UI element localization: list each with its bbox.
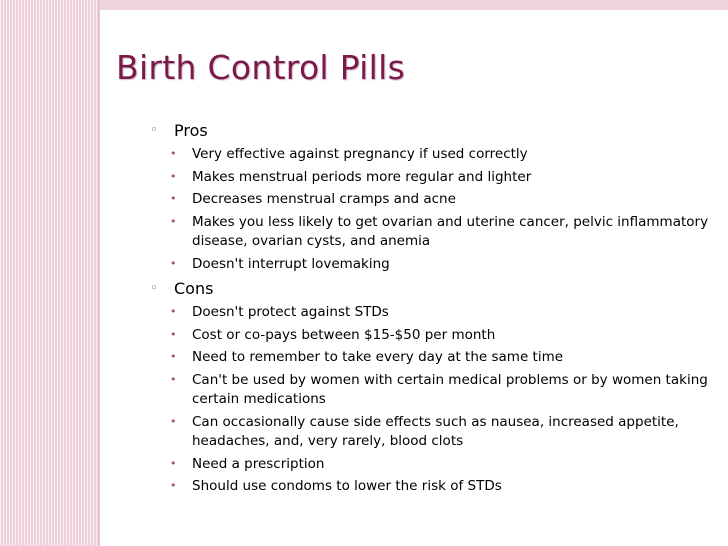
level2-bullet-icon: •	[170, 479, 177, 492]
list-item	[170, 371, 710, 410]
level2-bullet-icon: •	[170, 256, 177, 270]
spacer	[150, 274, 710, 276]
level2-bullet-icon: •	[170, 414, 177, 428]
section-heading-pros	[150, 120, 710, 142]
list-item	[170, 348, 710, 368]
level2-bullet-icon: •	[170, 350, 177, 363]
slide-body	[150, 118, 710, 497]
list-item	[170, 255, 710, 275]
level2-bullet-icon: •	[170, 192, 177, 205]
level2-bullet-icon: •	[170, 456, 177, 470]
list-item	[170, 168, 710, 188]
level1-bullet-icon: ◦	[150, 123, 158, 138]
list-item-text: Doesn't protect against STDs	[192, 304, 389, 320]
level2-bullet-icon: •	[170, 169, 177, 183]
list-item	[170, 477, 710, 497]
level2-bullet-icon: •	[170, 214, 177, 228]
list-item-text: Very effective against pregnancy if used correctly	[192, 146, 528, 162]
list-item-text: Can't be used by women with certain medical problems or by women taking certain medications	[192, 371, 708, 407]
list-item	[170, 413, 710, 452]
list-item-text: Makes you less likely to get ovarian and uterine cancer, pelvic inflammatory disease, ovarian cysts, and anemia	[192, 213, 709, 249]
list-item	[170, 326, 710, 346]
section-heading-cons	[150, 278, 710, 300]
level2-bullet-icon: •	[170, 305, 177, 318]
slide-title: Birth Control Pills	[116, 48, 406, 87]
list-item-text: Makes menstrual periods more regular and lighter	[192, 168, 532, 185]
level2-bullet-icon: •	[170, 372, 177, 386]
level1-bullet-icon: ◦	[150, 281, 158, 296]
list-item-text: Should use condoms to lower the risk of STDs	[192, 478, 502, 494]
list-item-text: Cost or co-pays between $15-$50 per month	[192, 326, 496, 343]
left-decorative-band	[0, 0, 100, 546]
list-item-text: Can occasionally cause side effects such as nausea, increased appetite, headaches, and, very rarely, blood clots	[192, 413, 679, 449]
list-item-text: Need to remember to take every day at the same time	[192, 349, 564, 365]
top-decorative-band	[0, 0, 728, 10]
list-item-text: Doesn't interrupt lovemaking	[192, 255, 390, 272]
level2-bullet-icon: •	[170, 147, 177, 160]
level2-bullet-icon: •	[170, 327, 177, 341]
list-item-text: Decreases menstrual cramps and acne	[192, 191, 456, 207]
list-item	[170, 145, 710, 165]
list-item	[170, 303, 710, 323]
section-heading-label: Pros	[174, 121, 208, 140]
list-item	[170, 190, 710, 210]
list-item	[170, 213, 710, 252]
section-heading-label: Cons	[174, 279, 214, 298]
list-item-text: Need a prescription	[192, 455, 325, 472]
list-item	[170, 455, 710, 475]
